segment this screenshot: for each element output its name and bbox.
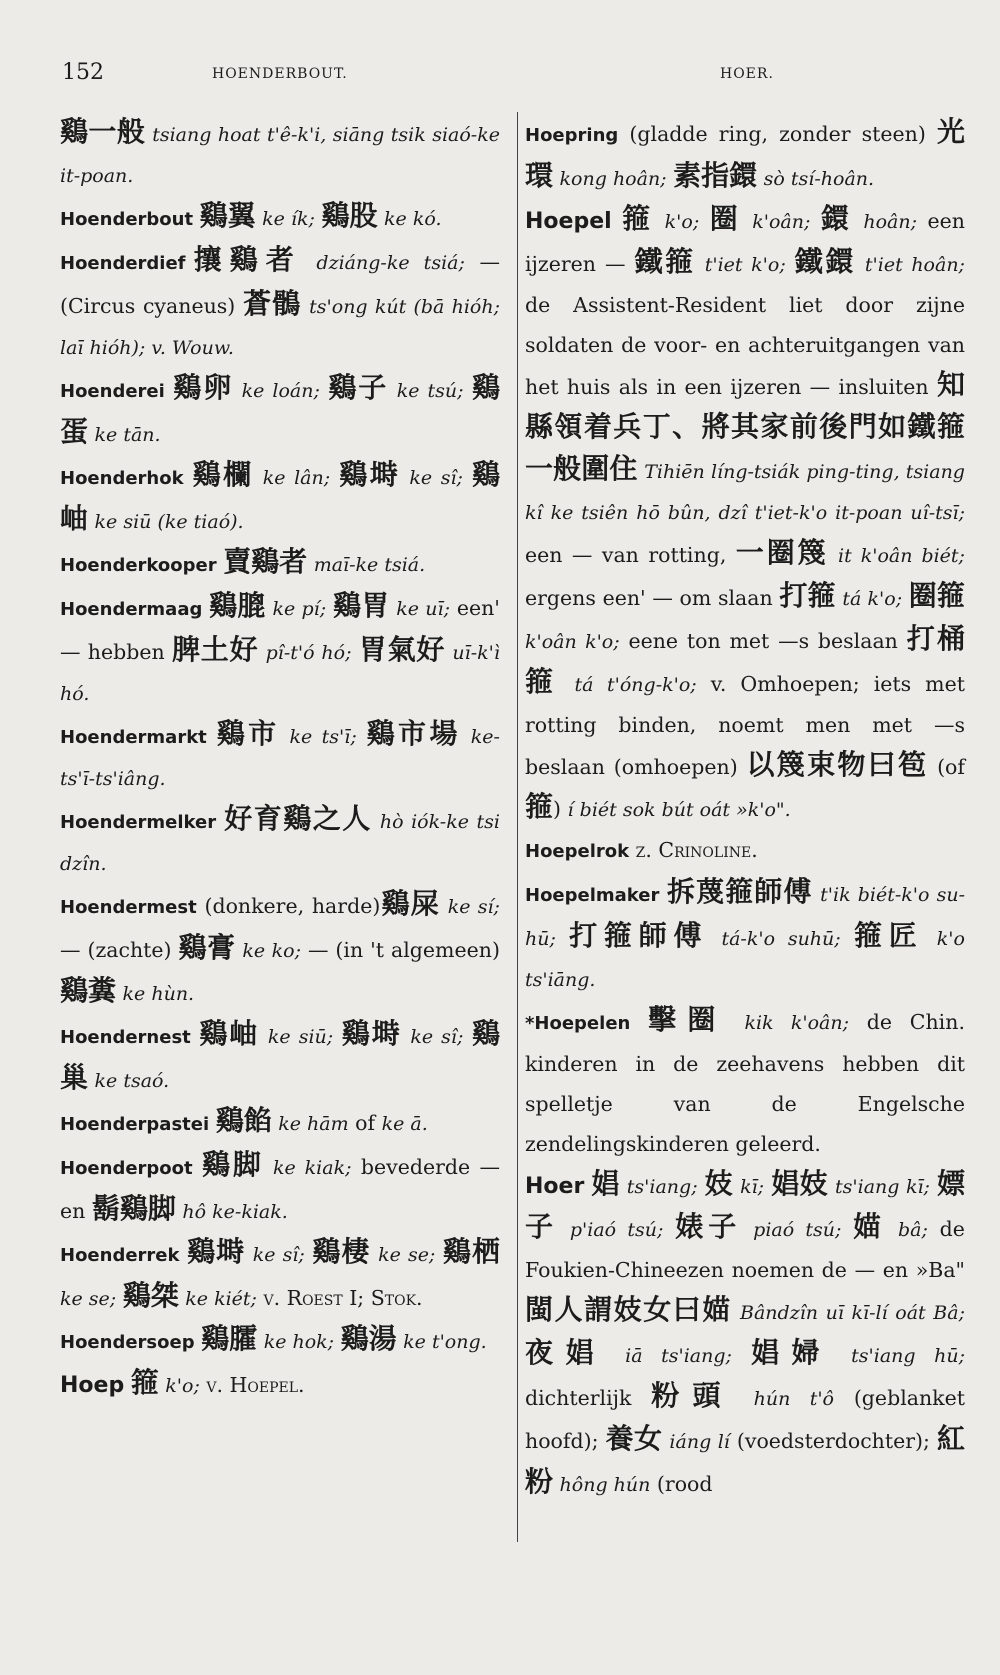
chinese-text: 鷄膍 [209,589,266,622]
headword: Hoenderkooper [60,555,217,576]
romanization: iáng lí [669,1431,730,1453]
chinese-text: 鷄塒 [187,1235,246,1268]
entry-hoepel [525,199,965,830]
chinese-text: 圈箍 [908,579,965,612]
definition-text: de Chin. kinderen in de zeehavens hebben dit spelletje van de Engelsche zendelingskinderen geleerd. [525,1010,965,1156]
romanization: ke sí; [447,896,500,918]
chinese-text: 賣鷄者 [223,545,308,578]
romanization: kong hoân; [559,168,667,190]
romanization: ke ík; [262,208,315,230]
entry-hoenderbout [60,196,500,240]
entry-hoenderkooper [60,542,500,586]
chinese-text: 鷄栖 [442,1235,500,1268]
chinese-text: 鷄岫 [199,1017,260,1050]
romanization: ke kiak; [273,1157,352,1179]
romanization: hô ke-kiak. [182,1201,288,1223]
definition-text: ergens een' — om slaan [525,586,773,610]
romanization: t'iet k'o; [704,254,786,276]
headword: Hoenderdief [60,253,186,274]
headword: Hoenderpastei [60,1114,210,1135]
chinese-text: 鷄蛋 [60,371,500,448]
definition-text: — (in 't algemeen) [307,938,500,962]
romanization: k'o; [165,1375,200,1397]
romanization: t'iet hoân; [864,254,965,276]
romanization: tá-k'o suhū; [721,928,841,950]
romanization: tá k'o; [842,588,903,610]
entry-hoendersoep [60,1319,500,1363]
romanization: hông hún [559,1474,651,1496]
entry-hoenderhok [60,455,500,542]
chinese-text: 鷄市 [216,717,280,750]
romanization: ke ts'ī; [289,726,357,748]
entry-hoepelrok [525,830,965,872]
chinese-text: 拆蔑箍師傅 [667,875,813,908]
chinese-text: 閩人謂妓女曰媌 [525,1293,732,1326]
chinese-text: 鷄欄 [192,458,254,491]
definition-text: een' — hebben [60,596,500,664]
entry-hoenderpastei [60,1101,500,1145]
definition-text: — (Circus cyaneus) [60,250,500,318]
romanization: uī-k'ì hó. [60,642,500,705]
headword: Hoendermarkt [60,727,207,748]
romanization: maī-ke tsiá. [313,554,426,576]
chinese-text: 一圈篾 [735,536,829,569]
chinese-text: 光環 [525,115,965,192]
romanization: ke uī; [396,598,451,620]
chinese-text: 圈 [709,202,742,235]
chinese-text: 素指鐶 [673,159,758,192]
chinese-text: 知縣領着兵丁、將其家前後門如鐵箍一般圍住 [525,368,965,485]
chinese-text: 娼 [591,1167,620,1200]
page-header [0,60,1000,90]
entry-hoenderdief [60,240,500,368]
chinese-text: 鷄一般 [60,115,146,148]
chinese-text: 鷄膏 [178,931,236,964]
romanization: it k'oân biét; [838,545,965,567]
cross-reference: v. Hoepel. [206,1373,305,1397]
definition-text: bevederde —en [60,1155,500,1223]
chinese-text: 鷄巢 [60,1017,500,1094]
romanization: ke tsú; [396,380,464,402]
romanization: ts'ong kút (bā hióh; laī hióh); v. Wouw. [60,296,500,359]
left-column [60,112,500,1406]
chinese-text: 箍匠 [853,919,924,952]
entry-hoepelmaker [525,872,965,1000]
chinese-text: 擊圈 [648,1003,727,1036]
definition-text: ) [553,797,562,821]
chinese-text: 鷄胃 [332,589,390,622]
headword: Hoenderbout [60,209,194,230]
headword: Hoepring [525,125,619,146]
headword: Hoepel [525,209,612,234]
romanization: ke lân; [262,467,331,489]
definition-text: — (zachte) [60,938,172,962]
romanization: ke ā. [381,1113,428,1135]
chinese-text: 鐵箍 [634,245,696,278]
chinese-text: 養女 [605,1422,663,1455]
definition-text: de Assistent-Resident liet door zijne soldaten de voor- en achteruitgangen van het huis als in een ijzeren — insluiten [525,293,965,399]
romanization: k'o; [664,211,700,233]
definition-text: de Foukien-Chineezen noemen de — en »Ba" [525,1217,965,1282]
chinese-text: 鷄翼 [199,199,256,232]
chinese-text: 胃氣好 [358,633,446,666]
chinese-text: 鷄塒 [339,458,401,491]
romanization: ke-ts'ī-ts'iâng. [60,726,500,790]
headword: Hoenderei [60,381,165,402]
entry-hoendermest [60,884,500,1014]
romanization: ke kiét; [185,1288,257,1310]
headword: Hoenderpoot [60,1158,193,1179]
chinese-text: 鷄卵 [173,371,234,404]
romanization: ts'iang kī; [835,1176,930,1198]
chinese-text: 鷄糞 [60,974,117,1007]
romanization: hoân; [863,211,918,233]
romanization: k'oân k'o; [525,631,620,653]
romanization: Bândzîn uī kī-lí oát Bâ; [740,1302,965,1324]
headword: Hoendermaag [60,599,203,620]
definition-text: (of [937,755,965,779]
romanization: ke ko; [242,940,301,962]
romanization: ke tān. [94,424,161,446]
romanization: ke sî; [409,467,463,489]
headword: Hoendersoep [60,1332,195,1353]
page-number: 152 [62,60,104,85]
chinese-text: 鷄塒 [341,1017,402,1050]
romanization: kī; [740,1176,765,1198]
entry-hoendermaag [60,586,500,714]
headword: Hoenderhok [60,468,184,489]
chinese-text: 娼妓 [771,1167,829,1200]
headword: Hoepelmaker [525,885,660,906]
romanization: p'iaó tsú; [569,1219,664,1241]
romanization: ke pí; [272,598,327,620]
headword: Hoendermest [60,897,197,918]
romanization: í biét sok bút oát »k'o". [567,799,791,821]
romanization: k'o ts'iāng. [525,928,965,991]
chinese-text: 打桶箍 [525,622,965,698]
chinese-text: 好育鷄之人 [224,802,372,835]
romanization: ke siū (ke tiaó). [94,511,244,533]
entry-hoendermarkt [60,714,500,799]
romanization: dziáng-ke tsiá; [316,252,465,274]
romanization: tsiang hoat t'ê-k'i, siāng tsik siaó-ke it-poan. [60,124,500,187]
romanization: ts'iang; [626,1176,698,1198]
entry-hoer [525,1164,965,1505]
entry-hoendermelker [60,799,500,884]
chinese-text: 箍 [130,1366,159,1399]
romanization: ke se; [60,1288,117,1310]
romanization: ke hok; [263,1331,335,1353]
romanization: ke hām [278,1113,349,1135]
headword: Hoer [525,1174,585,1199]
definition-text: (voedsterdochter); [736,1429,930,1453]
running-head-right: HOER. [720,66,774,82]
romanization: ke loán; [241,380,320,402]
entry-hoenderpoot [60,1145,500,1232]
romanization: ts'iang hū; [851,1345,965,1367]
chinese-text: 鷄臛 [201,1322,258,1355]
chinese-text: 打箍師傅 [569,919,709,952]
chinese-text: 夜娼 [525,1336,607,1369]
chinese-text: 娼婦 [751,1336,833,1369]
definition-text: eene ton met —s beslaan [628,629,898,653]
romanization: pî-t'ó hó; [265,642,352,664]
cross-reference: v. Roest I; Stok. [263,1286,423,1310]
chinese-text: 鷄桀 [122,1279,179,1312]
definition-text: een — van rotting, [525,543,727,567]
headword: Hoendernest [60,1027,191,1048]
chinese-text: 妓 [704,1167,734,1200]
romanization: kik k'oân; [744,1012,849,1034]
chinese-text: 鬍鷄脚 [91,1192,176,1225]
romanization: hún t'ô [753,1388,834,1410]
headword: *Hoepelen [525,1013,631,1034]
chinese-text: 鷄湯 [340,1322,397,1355]
romanization: hò iók-ke tsi dzîn. [60,811,500,875]
chinese-text: 脾土好 [172,633,259,666]
entry-hoepring [525,112,965,199]
definition-text: (donkere, harde) [204,894,381,918]
chinese-text: 媌 [853,1210,887,1243]
chinese-text: 鷄棲 [312,1235,371,1268]
definition-text: (geblanket hoofd); [525,1386,965,1453]
romanization: tá t'óng-k'o; [574,674,697,696]
chinese-text: 鷄脚 [202,1148,264,1181]
definition-text: een ijzeren — [525,209,965,276]
chinese-text: 箍 [622,202,655,235]
definition-text: (rood [656,1472,713,1496]
cross-reference: z. Crinoline. [635,838,758,862]
romanization: ke tsaó. [94,1070,170,1092]
chinese-text: 鷄餡 [215,1104,272,1137]
entry-continuation [60,112,500,196]
romanization: piaó tsú; [753,1219,842,1241]
headword: Hoenderrek [60,1245,180,1266]
chinese-text: 鷄股 [321,199,378,232]
chinese-text: 鷄子 [328,371,389,404]
entry-hoep [60,1363,500,1406]
chinese-text: 鷄屎 [380,887,440,920]
romanization: ke siū; [267,1026,334,1048]
romanization: ke t'ong. [403,1331,487,1353]
chinese-text: 嫖子 [525,1167,965,1243]
romanization: Tihiēn líng-tsiák ping-ting, tsiang kî ke tsiên hō bûn, dzî t'iet-k'o it-poan uî-tsī; [525,461,965,524]
definition-text: v. Omhoepen; iets met rotting binden, noemt men met —s beslaan (omhoepen) [525,672,965,779]
chinese-text: 蒼鶻 [243,287,302,320]
chinese-text: 攘鷄者 [185,243,302,276]
chinese-text: 粉頭 [651,1379,734,1412]
chinese-text: 鷄岫 [60,458,500,535]
headword: Hoep [60,1373,125,1398]
romanization: ke hùn. [122,983,195,1005]
chinese-text: 打箍 [779,579,836,612]
definition-text: dichterlijk [525,1386,632,1410]
romanization: ke kó. [384,208,442,230]
chinese-text: 鐶 [820,202,853,235]
chinese-text: 箍 [525,790,554,823]
running-head-left: HOENDERBOUT. [212,66,348,82]
romanization: ke se; [378,1244,436,1266]
chinese-text: 紅粉 [525,1422,965,1498]
chinese-text: 鐵鐶 [794,245,856,278]
romanization: sò tsí-hoân. [763,168,875,190]
chinese-text: 以篾束物曰笣 [746,748,929,781]
romanization: bâ; [898,1219,928,1241]
column-divider [517,112,518,1542]
entry-hoenderei [60,368,500,455]
headword: Hoepelrok [525,841,630,862]
definition-text: of [355,1111,376,1135]
romanization: ke sî; [410,1026,464,1048]
chinese-text: 鷄市場 [366,717,461,750]
romanization: t'ik biét-k'o su-hū; [525,884,965,950]
romanization: iā ts'iang; [625,1345,732,1367]
headword: Hoendermelker [60,812,217,833]
romanization: k'oân; [752,211,811,233]
entry-hoepelen [525,1000,965,1164]
entry-hoendernest [60,1014,500,1101]
right-column [525,112,965,1505]
definition-text: (gladde ring, zonder steen) [629,122,926,146]
romanization: ke sî; [252,1244,305,1266]
chinese-text: 婊子 [675,1210,742,1243]
entry-hoenderrek [60,1232,500,1319]
